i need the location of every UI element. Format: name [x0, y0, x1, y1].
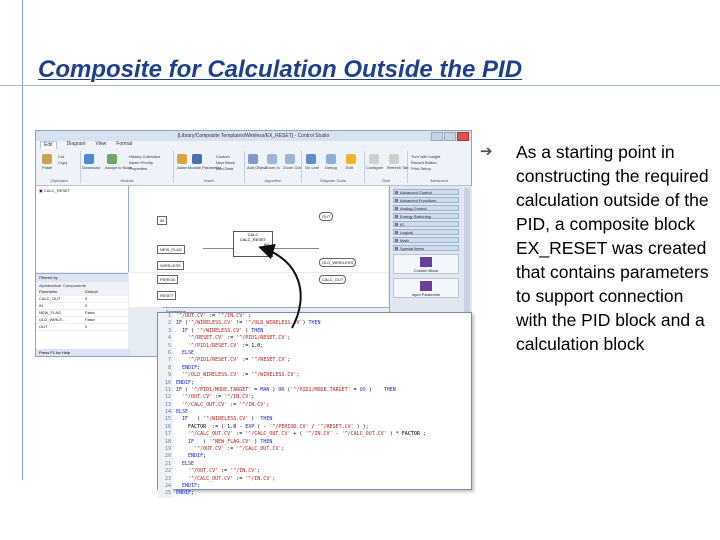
code-text: '^/PID1/RESET.CV' := '^/RESET.CV'; [188, 357, 291, 364]
line-number: 6 [158, 350, 173, 357]
param-default: 0 [85, 303, 88, 308]
code-line [158, 461, 471, 468]
module-parameter-icon[interactable] [192, 154, 202, 164]
code-text: IF ( '^/PID1/MODE.TARGET' = MAN ) OR ('^/PID1/MODE.TARGET' = OS ) THEN [176, 386, 396, 393]
zoom-out-icon[interactable] [285, 154, 295, 164]
alarm-priority-label[interactable]: Alarm Priority [129, 160, 154, 165]
zoom-in-label: Zoom In [265, 165, 280, 170]
tile-label: Custom Block [413, 268, 439, 273]
output-calc-out[interactable]: CALC_OUT [319, 275, 346, 284]
code-text: '^/CALC_OUT.CV' := '^/IN.CV'; [182, 401, 270, 408]
alarm-icon[interactable] [177, 154, 187, 164]
edit-icon[interactable] [346, 154, 356, 164]
code-line [158, 416, 471, 423]
line-number: 18 [158, 439, 173, 446]
code-line [158, 313, 471, 320]
line-number: 2 [158, 320, 173, 327]
history-label[interactable]: History Collection [129, 154, 161, 159]
wire [271, 248, 319, 249]
code-text: '^/OUT.CV' := '^/IN.CV' ; [176, 313, 252, 319]
code-text: ENDIF; [176, 379, 195, 386]
param-name: OLD_WIRLE... [39, 317, 66, 322]
diagram-canvas[interactable] [129, 186, 388, 272]
minimize-icon[interactable] [431, 132, 443, 141]
table-row[interactable] [36, 303, 128, 310]
code-text: '^/PID1/RESET.CV' := 1.0; [188, 342, 264, 349]
output-out[interactable]: OUT [319, 212, 333, 221]
record-button-label[interactable]: Record Button [411, 160, 437, 165]
table-row[interactable] [36, 310, 128, 317]
add-object-icon[interactable] [248, 154, 258, 164]
tile-label: Input Parameter [411, 292, 441, 297]
properties-label[interactable]: Properties [129, 166, 148, 171]
code-line [158, 380, 471, 387]
palette-item[interactable]: Math [393, 237, 459, 243]
new-block-label[interactable]: New Block [216, 160, 235, 165]
input-reset[interactable]: RESET [157, 291, 176, 300]
custom-block-icon [420, 257, 432, 267]
code-text: ENDIF; [182, 364, 201, 371]
tree-root-label: CALC_RESET [43, 188, 71, 193]
configure-icon[interactable] [369, 154, 379, 164]
code-line [158, 468, 471, 475]
line-number: 23 [158, 476, 173, 483]
calc-block-port: IN1 [263, 242, 270, 247]
slide-title: Composite for Calculation Outside the PID [38, 56, 523, 83]
paste-icon[interactable] [42, 154, 52, 164]
line-number: 14 [158, 409, 173, 416]
line-number: 22 [158, 468, 173, 475]
input-in[interactable]: IN [157, 216, 167, 225]
line-number: 21 [158, 461, 173, 468]
line-number: 12 [158, 394, 173, 401]
ribbon [36, 141, 471, 186]
line-number: 8 [158, 365, 173, 372]
line-number: 20 [158, 453, 173, 460]
paste-label: Paste [42, 165, 53, 170]
code-text: '^/OLD_WIRELESS.CV' := '^/WIRELESS.CV'; [182, 372, 300, 379]
custom-label[interactable]: Custom [216, 154, 230, 159]
calc-block[interactable] [233, 231, 273, 257]
code-line [158, 372, 471, 379]
palette-item[interactable]: Analog Control [393, 205, 459, 211]
filter-tabs [36, 282, 128, 289]
line-number: 13 [158, 402, 173, 409]
assign-node-label: Assign to Node [105, 165, 133, 170]
wire [203, 248, 233, 249]
icon-data-label[interactable]: Icon Data [216, 166, 234, 171]
line-number: 3 [158, 328, 173, 335]
code-text: IF ( '^NEW_FLAG.CV' ) THEN [188, 438, 273, 445]
code-line [158, 320, 471, 327]
line-number: 1 [158, 313, 173, 320]
bullet-text: As a starting point in constructing the required calculation outside of the PID, a composite block EX_RESET was created that contains parameters to support connection with the PID block and a calculation block [516, 142, 709, 354]
code-text: '^/CALC_OUT.CV' := '^/IN.CV'; [188, 475, 276, 482]
close-icon[interactable] [457, 132, 469, 141]
group-label-click: Click [381, 178, 391, 183]
cut-label[interactable]: Cut [58, 154, 65, 159]
code-text: '^/OUT.CV' := '^/IN.CV'; [182, 394, 255, 401]
palette-tile-input-parameter[interactable] [393, 278, 459, 298]
filter-columns [36, 289, 128, 296]
code-line [158, 446, 471, 453]
calc-block-id: CALC_RESET [239, 237, 267, 242]
window-controls [431, 132, 469, 141]
line-number: 10 [158, 380, 173, 387]
line-number: 24 [158, 483, 173, 490]
code-text: '^/OUT.CV' := '^/CALC_OUT.CV'; [194, 446, 285, 453]
module-parameter-label: Module Parameter [188, 165, 221, 170]
code-line [158, 424, 471, 431]
code-text: IF ( '^/WIRELESS.CV' ) THEN [182, 327, 264, 334]
code-line [158, 476, 471, 483]
copy-label[interactable]: Copy [58, 160, 68, 165]
palette-tile-custom-block[interactable] [393, 254, 459, 274]
param-name: IN [39, 303, 43, 308]
column-parameter: Parameter [39, 289, 58, 294]
input-wireless[interactable]: WIRELESS [157, 261, 184, 270]
zoom-out-label: Zoom Out [283, 165, 301, 170]
code-text: ENDIF; [182, 482, 201, 489]
line-number: 16 [158, 424, 173, 431]
param-name: CALC_OUT [39, 296, 61, 301]
group-label-module: Module [120, 178, 134, 183]
palette-item[interactable]: Logical [393, 229, 459, 235]
configure-label: Conﬁgure [366, 165, 384, 170]
maximize-icon[interactable] [444, 132, 456, 141]
code-line [158, 483, 471, 490]
calc-block-name: CALC [247, 232, 259, 237]
group-algorithm [245, 151, 302, 183]
online-icon[interactable] [306, 154, 316, 164]
table-row[interactable] [36, 296, 128, 303]
refresh-label: Refresh Tab [387, 165, 409, 170]
zoom-in-icon[interactable] [267, 154, 277, 164]
group-label-insert: Insert [203, 178, 214, 183]
tab-alphabetical[interactable]: Alphabetical [39, 283, 61, 288]
parameter-filter-panel [36, 273, 128, 356]
code-line [158, 343, 471, 350]
palette-item[interactable]: IO [393, 221, 459, 227]
input-period[interactable]: PERIOD [157, 275, 178, 284]
status-bar: Press F1 for Help [36, 349, 131, 356]
code-text: ELSE [182, 349, 195, 356]
code-line [158, 431, 471, 438]
download-icon[interactable] [84, 154, 94, 164]
tree-root[interactable]: ▣ CALC_RESET [39, 188, 71, 193]
group-module [81, 151, 174, 183]
code-line [158, 409, 471, 416]
group-label-algorithm: Algorithm [264, 178, 282, 183]
palette-item[interactable]: Energy Switching [393, 213, 459, 219]
alarm-label: Alarm [177, 165, 188, 170]
input-new-flag[interactable]: NEW_FLAG [157, 245, 185, 254]
edit-label: Edit [346, 165, 353, 170]
code-line [158, 387, 471, 394]
left-rule [22, 0, 23, 480]
code-text: '^/CALC_OUT.CV' := '^/CALC_OUT.CV' + ( '^/IN.CV' - '^/CALC_OUT.CV' ) * FACTOR ; [188, 431, 426, 438]
param-default: 0 [85, 296, 88, 301]
group-label-diagram-tools: Diagram Tools [320, 178, 346, 183]
window-title: [Library/Composite Templates/Wireless/EX_RESET] - Control Studio [36, 131, 471, 141]
param-default: 0 [85, 324, 88, 329]
debug-label: Debug [325, 165, 337, 170]
code-line [158, 365, 471, 372]
group-label-advanced: Advanced [430, 178, 448, 183]
tab-components[interactable]: Components [63, 283, 86, 288]
code-line [158, 439, 471, 446]
diagram-canvas-lower[interactable] [129, 273, 388, 307]
output-old-wireless[interactable]: OLD_WIRELESS [319, 258, 356, 267]
table-row[interactable] [36, 317, 128, 324]
code-line [158, 328, 471, 335]
line-number: 15 [158, 416, 173, 423]
param-name: NEW_FLAG [39, 310, 62, 315]
filter-header: Filtered by [36, 274, 128, 282]
ribbon-tabs [40, 141, 132, 149]
line-number: 9 [158, 372, 173, 379]
code-text: ELSE [176, 409, 189, 416]
code-text: IF ( '^/WIRELESS.CV' ) THEN [182, 416, 273, 423]
line-number: 19 [158, 446, 173, 453]
code-text: IF ('^/WIRELESS.CV' != '^/OLD_WIRELESS.CV') THEN [176, 320, 321, 327]
group-advanced [408, 151, 470, 183]
tab-diagram[interactable]: Diagram [66, 141, 86, 147]
code-line [158, 453, 471, 460]
code-text: '^/OUT.CV' := '^/IN.CV'; [188, 468, 261, 475]
assign-node-icon[interactable] [107, 154, 117, 164]
input-parameter-icon [420, 281, 432, 291]
group-label-clipboard: Clipboard [50, 178, 68, 183]
palette-item[interactable]: Advanced Control [393, 189, 459, 195]
group-insert [174, 151, 245, 183]
expression-code-view [157, 312, 472, 497]
bullet-arrow-icon: ➔ [480, 143, 493, 160]
column-default: Default [85, 289, 98, 294]
code-text: ENDIF; [188, 453, 207, 460]
code-line [158, 402, 471, 409]
palette-item[interactable]: Advanced Functions [393, 197, 459, 203]
code-text: ENDIF; [176, 490, 195, 497]
palette-item[interactable]: Special Items [393, 245, 459, 251]
param-default: False [85, 310, 95, 315]
print-setup-label[interactable]: Print Setup [411, 166, 431, 171]
line-number: 11 [158, 387, 173, 394]
tab-view[interactable]: View [95, 141, 107, 147]
turn-insight-label[interactable]: Turn with Insight [411, 154, 441, 159]
code-line [158, 350, 471, 357]
code-line [158, 357, 471, 364]
download-label: Download [82, 165, 100, 170]
line-number: 4 [158, 335, 173, 342]
code-line [158, 490, 471, 497]
module-tree [36, 186, 129, 272]
group-click [365, 151, 408, 183]
line-number: 17 [158, 431, 173, 438]
line-number: 5 [158, 343, 173, 350]
code-text: ELSE [182, 460, 195, 467]
code-text: '^/RESET.CV' := '^/PID1/RESET.CV'; [188, 335, 291, 342]
debug-icon[interactable] [326, 154, 336, 164]
line-number: 7 [158, 357, 173, 364]
code-line [158, 394, 471, 401]
add-object-label: Add Object [247, 165, 267, 170]
param-default: False [85, 317, 95, 322]
line-number: 25 [158, 490, 173, 497]
title-rule [0, 85, 720, 86]
tab-format[interactable]: Format [116, 141, 133, 147]
code-line [158, 335, 471, 342]
tab-edit[interactable]: Edit [40, 141, 57, 149]
online-label: On Line [305, 165, 320, 170]
code-text: FACTOR := ( 1.0 - EXP ( - '^/PERIOD.CV' / '^/RESET.CV' ) ); [176, 423, 369, 430]
param-name: OUT [39, 324, 48, 329]
group-clipboard [38, 151, 81, 183]
group-diagram-tools [302, 151, 365, 183]
refresh-icon[interactable] [389, 154, 399, 164]
table-row[interactable] [36, 324, 128, 331]
